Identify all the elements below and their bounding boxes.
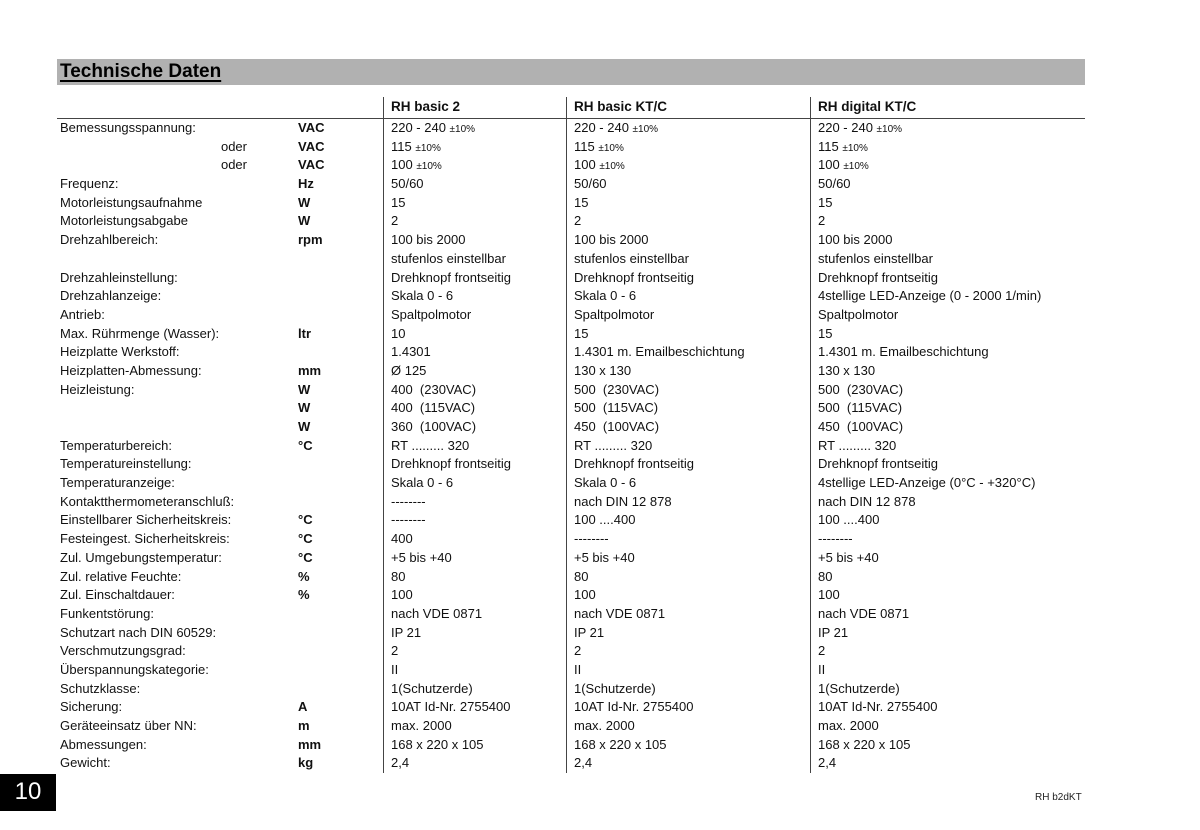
row-value: 1.4301 m. Emailbeschichtung (566, 343, 810, 362)
table-row (57, 362, 1085, 381)
row-value: -------- (383, 493, 566, 512)
table-row (57, 642, 1085, 661)
row-unit: W (298, 381, 311, 397)
table-row (57, 455, 1085, 474)
row-value: 168 x 220 x 105 (566, 736, 810, 755)
row-label: Drehzahlbereich: (60, 232, 159, 248)
row-unit (298, 493, 383, 512)
row-value: Skala 0 - 6 (383, 287, 566, 306)
table-row (57, 493, 1085, 512)
row-unit (298, 605, 383, 624)
row-value: +5 bis +40 (383, 549, 566, 568)
table-row (57, 605, 1085, 624)
row-value: 50/60 (566, 175, 810, 194)
row-value: 130 x 130 (810, 362, 1085, 381)
row-value: 115 ±10% (383, 138, 566, 157)
row-value: max. 2000 (566, 717, 810, 736)
row-value: IP 21 (810, 624, 1085, 643)
row-label: Zul. relative Feuchte: (60, 568, 182, 584)
row-unit (298, 250, 383, 269)
row-value: Drehknopf frontseitig (383, 455, 566, 474)
row-value: 1.4301 m. Emailbeschichtung (810, 343, 1085, 362)
row-value: nach DIN 12 878 (566, 493, 810, 512)
row-value: 80 (566, 568, 810, 587)
row-value: 100 (566, 586, 810, 605)
row-label: Gewicht: (60, 755, 111, 771)
row-unit: W (298, 213, 311, 229)
table-row (57, 287, 1085, 306)
row-value: 4stellige LED-Anzeige (0 - 2000 1/min) (810, 287, 1085, 306)
row-unit (298, 306, 383, 325)
table-row (57, 549, 1085, 568)
row-label: Heizleistung: (60, 381, 135, 397)
row-label: Drehzahleinstellung: (60, 269, 178, 285)
table-row (57, 343, 1085, 362)
row-label: Kontaktthermometeranschluß: (60, 493, 235, 509)
row-unit: % (298, 568, 310, 584)
row-value: IP 21 (566, 624, 810, 643)
row-value: 15 (810, 194, 1085, 213)
row-value: Spaltpolmotor (383, 306, 566, 325)
row-label: Temperaturbereich: (60, 437, 172, 453)
row-value: 400 (383, 530, 566, 549)
table-row (57, 736, 1085, 755)
row-label: Frequenz: (60, 176, 119, 192)
row-value: 1(Schutzerde) (810, 680, 1085, 699)
row-unit: °C (298, 549, 313, 565)
row-value: 15 (566, 194, 810, 213)
row-unit (298, 642, 383, 661)
table-row (57, 175, 1085, 194)
row-value: 15 (566, 325, 810, 344)
table-row (57, 474, 1085, 493)
row-value: max. 2000 (810, 717, 1085, 736)
row-value: 2 (383, 642, 566, 661)
row-value: 168 x 220 x 105 (383, 736, 566, 755)
row-unit (298, 474, 383, 493)
row-unit: °C (298, 512, 313, 528)
row-label: Verschmutzungsgrad: (60, 643, 186, 659)
row-unit: VAC (298, 157, 325, 173)
row-value: 450 (100VAC) (566, 418, 810, 437)
row-label: Heizplatten-Abmessung: (60, 362, 202, 378)
row-value: 4stellige LED-Anzeige (0°C - +320°C) (810, 474, 1085, 493)
row-label: Abmessungen: (60, 736, 147, 752)
row-label: Motorleistungsaufnahme (60, 194, 203, 210)
table-row (57, 138, 1085, 157)
table-row (57, 717, 1085, 736)
row-unit: VAC (298, 120, 325, 135)
table-row (57, 624, 1085, 643)
row-value: Skala 0 - 6 (566, 474, 810, 493)
table-row (57, 698, 1085, 717)
row-label: Heizplatte Werkstoff: (60, 344, 180, 360)
row-label: Zul. Einschaltdauer: (60, 587, 175, 603)
row-value: 2 (810, 212, 1085, 231)
row-unit (298, 624, 383, 643)
row-label: Sicherung: (60, 699, 123, 715)
row-value: 100 ±10% (566, 156, 810, 175)
row-value: +5 bis +40 (810, 549, 1085, 568)
row-value: II (566, 661, 810, 680)
row-value: 100 bis 2000 (810, 231, 1085, 250)
row-value: Drehknopf frontseitig (810, 455, 1085, 474)
table-row (57, 754, 1085, 773)
row-unit: °C (298, 437, 313, 453)
row-value: 2,4 (566, 754, 810, 773)
row-value: 100 bis 2000 (566, 231, 810, 250)
table-row (57, 530, 1085, 549)
row-value: Spaltpolmotor (566, 306, 810, 325)
row-value: RT ......... 320 (566, 437, 810, 456)
row-label: oder (220, 138, 247, 154)
row-value: 2 (810, 642, 1085, 661)
footer-document-code: RH b2dKT (1035, 792, 1082, 803)
table-row (57, 381, 1085, 400)
row-value: 100 (383, 586, 566, 605)
row-value: -------- (566, 530, 810, 549)
table-row (57, 269, 1085, 288)
row-value: 500 (115VAC) (566, 399, 810, 418)
table-body (57, 119, 1085, 773)
row-value: Skala 0 - 6 (383, 474, 566, 493)
row-label: Einstellbarer Sicherheitskreis: (60, 512, 232, 528)
row-unit: % (298, 587, 310, 603)
table-row (57, 119, 1085, 138)
row-value: 2 (383, 212, 566, 231)
row-value: 130 x 130 (566, 362, 810, 381)
row-label (57, 250, 298, 269)
row-value: 450 (100VAC) (810, 418, 1085, 437)
row-value: 50/60 (383, 175, 566, 194)
row-label: Funkentstörung: (60, 605, 154, 621)
row-value: Drehknopf frontseitig (383, 269, 566, 288)
row-value: 80 (383, 568, 566, 587)
row-value: 10AT Id-Nr. 2755400 (810, 698, 1085, 717)
table-row (57, 399, 1085, 418)
row-value: nach DIN 12 878 (810, 493, 1085, 512)
row-value: 10AT Id-Nr. 2755400 (566, 698, 810, 717)
row-label: Drehzahlanzeige: (60, 288, 162, 304)
row-label: Temperatureinstellung: (60, 456, 192, 472)
row-unit (298, 680, 383, 699)
page-title: Technische Daten (60, 61, 222, 82)
row-value: Drehknopf frontseitig (810, 269, 1085, 288)
row-value: nach VDE 0871 (383, 605, 566, 624)
row-value: 500 (115VAC) (810, 399, 1085, 418)
row-label: Bemessungsspannung: (60, 120, 196, 135)
table-row (57, 194, 1085, 213)
row-value: 100 bis 2000 (383, 231, 566, 250)
row-unit (298, 287, 383, 306)
row-value: max. 2000 (383, 717, 566, 736)
table-row (57, 212, 1085, 231)
row-unit: kg (298, 755, 314, 771)
row-unit: m (298, 718, 310, 733)
row-value: 1(Schutzerde) (383, 680, 566, 699)
row-value: 360 (100VAC) (383, 418, 566, 437)
row-value: -------- (383, 511, 566, 530)
row-value: 115 ±10% (810, 138, 1085, 157)
row-value: 10AT Id-Nr. 2755400 (383, 698, 566, 717)
row-value: 100 ±10% (810, 156, 1085, 175)
row-label: oder (220, 157, 247, 173)
table-header-row (57, 97, 1085, 119)
row-label: Max. Rührmenge (Wasser): (60, 325, 220, 341)
row-label: Schutzart nach DIN 60529: (60, 624, 217, 640)
row-unit: rpm (298, 232, 323, 248)
row-value: 115 ±10% (566, 138, 810, 157)
row-label (57, 418, 298, 437)
row-value: 2 (566, 642, 810, 661)
row-value: 220 - 240 ±10% (810, 119, 1085, 138)
row-value: 10 (383, 325, 566, 344)
header-unit-spacer (298, 97, 383, 118)
table-row (57, 661, 1085, 680)
row-value: 220 - 240 ±10% (566, 119, 810, 138)
row-label: Motorleistungsabgabe (60, 213, 188, 229)
row-value: stufenlos einstellbar (566, 250, 810, 269)
row-value: 100 ±10% (383, 156, 566, 175)
row-value: II (383, 661, 566, 680)
row-value: 100 ....400 (566, 511, 810, 530)
row-unit: W (298, 400, 311, 416)
row-label: Geräteeinsatz über NN: (60, 718, 197, 733)
row-value: IP 21 (383, 624, 566, 643)
row-unit: mm (298, 736, 322, 752)
row-value: 220 - 240 ±10% (383, 119, 566, 138)
column-header-rh-digital-ktc: RH digital KT/C (810, 97, 1085, 118)
row-value: 50/60 (810, 175, 1085, 194)
row-unit: mm (298, 362, 322, 378)
row-value: 400 (230VAC) (383, 381, 566, 400)
row-value: 2,4 (810, 754, 1085, 773)
row-value: Drehknopf frontseitig (566, 455, 810, 474)
row-value: 1(Schutzerde) (566, 680, 810, 699)
column-header-rh-basic-2: RH basic 2 (383, 97, 566, 118)
row-value: Skala 0 - 6 (566, 287, 810, 306)
row-value: 1.4301 (383, 343, 566, 362)
row-unit: ltr (298, 325, 311, 341)
table-row (57, 250, 1085, 269)
table-row (57, 568, 1085, 587)
row-label (57, 399, 298, 418)
section-title-bar (57, 59, 1085, 85)
row-value: Ø 125 (383, 362, 566, 381)
row-label: Zul. Umgebungstemperatur: (60, 549, 222, 565)
row-value: 15 (810, 325, 1085, 344)
row-label: Festeingest. Sicherheitskreis: (60, 531, 230, 547)
row-label: Schutzklasse: (60, 680, 141, 696)
table-row (57, 437, 1085, 456)
row-unit (298, 661, 383, 680)
table-row (57, 586, 1085, 605)
table-row (57, 306, 1085, 325)
row-unit: VAC (298, 138, 325, 154)
row-value: 100 (810, 586, 1085, 605)
row-unit: W (298, 194, 311, 210)
table-row (57, 680, 1085, 699)
row-value: RT ......... 320 (383, 437, 566, 456)
row-value: -------- (810, 530, 1085, 549)
row-unit (298, 455, 383, 474)
header-label-spacer (57, 97, 298, 118)
row-value: Drehknopf frontseitig (566, 269, 810, 288)
row-unit (298, 269, 383, 288)
row-unit (298, 343, 383, 362)
page-number-badge (0, 774, 56, 811)
table-row (57, 156, 1085, 175)
row-value: 100 ....400 (810, 511, 1085, 530)
row-value: 80 (810, 568, 1085, 587)
row-label: Temperaturanzeige: (60, 475, 175, 491)
row-value: 2,4 (383, 754, 566, 773)
row-value: stufenlos einstellbar (810, 250, 1085, 269)
row-label: Überspannungskategorie: (60, 661, 209, 677)
row-value: +5 bis +40 (566, 549, 810, 568)
row-value: 2 (566, 212, 810, 231)
row-value: stufenlos einstellbar (383, 250, 566, 269)
row-value: RT ......... 320 (810, 437, 1085, 456)
page-number: 10 (14, 778, 42, 805)
row-unit: A (298, 699, 308, 715)
row-value: 15 (383, 194, 566, 213)
row-unit: W (298, 419, 311, 434)
row-value: 500 (230VAC) (566, 381, 810, 400)
table-row (57, 418, 1085, 437)
row-unit: Hz (298, 176, 314, 192)
row-value: 168 x 220 x 105 (810, 736, 1085, 755)
row-unit: °C (298, 531, 313, 547)
row-label: Antrieb: (60, 306, 105, 322)
row-value: 500 (230VAC) (810, 381, 1085, 400)
row-value: 400 (115VAC) (383, 399, 566, 418)
table-row (57, 511, 1085, 530)
row-value: Spaltpolmotor (810, 306, 1085, 325)
table-row (57, 325, 1085, 344)
row-value: nach VDE 0871 (810, 605, 1085, 624)
column-header-rh-basic-ktc: RH basic KT/C (566, 97, 810, 118)
technical-data-table (57, 97, 1085, 773)
row-value: II (810, 661, 1085, 680)
table-row (57, 231, 1085, 250)
row-value: nach VDE 0871 (566, 605, 810, 624)
